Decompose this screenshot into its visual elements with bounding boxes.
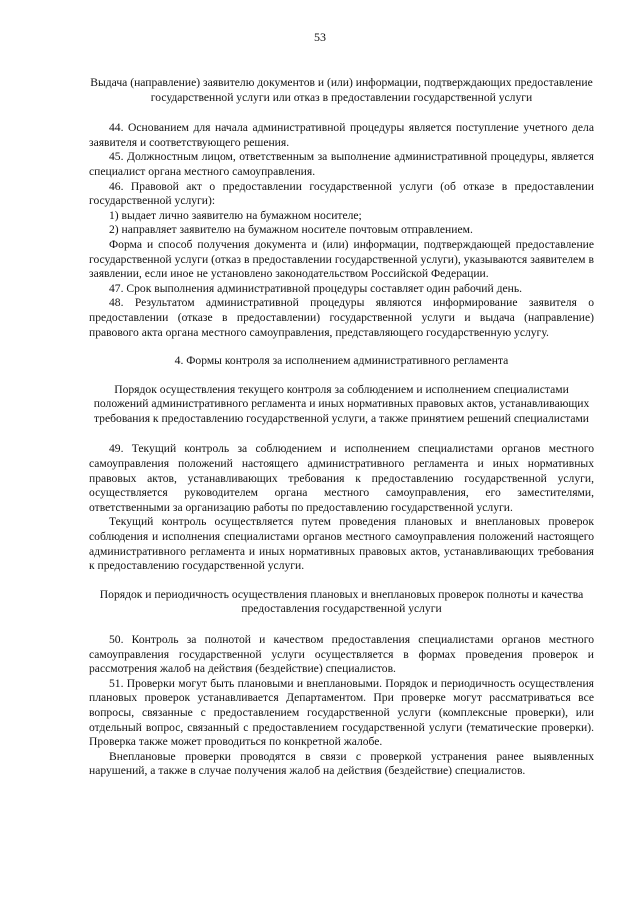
page-number: 53 <box>314 30 326 44</box>
paragraph-current-control: Текущий контроль осуществляется путем проведения плановых и внеплановых проверок соблюдения и исполнения специалистами органов местного самоуправления положений настоящего административного регламента и иных нормативных правовых актов, устанавливающих требования к предоставлению государственной услуги. <box>89 515 594 573</box>
list-item-2: 2) направляет заявителю на бумажном носителе почтовым отправлением. <box>109 223 473 237</box>
paragraph-unscheduled: Внеплановые проверки проводятся в связи с проверкой устранения ранее выявленных нарушений, а также в случае получения жалоб на действия (бездействие) специалистов. <box>89 749 594 778</box>
document-body <box>89 76 594 779</box>
spacer <box>89 426 594 442</box>
heading-issuance: Выдача (направление) заявителю документов и (или) информации, подтверждающих предоставление государственной услуги или отказ в предоставлении государственной услуги <box>90 76 593 104</box>
spacer <box>89 369 594 383</box>
paragraph-50: 50. Контроль за полнотой и качеством предоставления специалистами органов местного самоуправления государственной услуги осуществляется в формах проведения проверок и рассмотрения жалоб на действия (бездействие) специалистов. <box>89 633 594 676</box>
paragraph-48: 48. Результатом административной процедуры являются информирование заявителя о предоставлении (отказе в предоставлении) государственной услуги и выдача (направление) правового акта органа местного самоуправления, представляющего государственную услугу. <box>89 296 594 339</box>
list-item-1: 1) выдает лично заявителю на бумажном носителе; <box>109 208 362 222</box>
paragraph-47: 47. Срок выполнения административной процедуры составляет один рабочий день. <box>109 281 523 295</box>
spacer <box>89 340 594 354</box>
paragraph-49: 49. Текущий контроль за соблюдением и исполнением специалистами органов местного самоуправления положений настоящего административного регламента и иных нормативных правовых актов, устанавливающих требования к предоставлению государственной услуги, осуществляется руководителем органа местного самоуправления, его заместителями, ответственными за организацию работы по предоставлению государственной услуги. <box>89 442 594 514</box>
paragraph-51: 51. Проверки могут быть плановыми и внеплановыми. Порядок и периодичность осуществления плановых проверок устанавливается Департаментом. При проверке могут рассматриваться все вопросы, связанные с предоставлением государственной услуги (комплексные проверки), или отдельный вопрос, связанный с предоставлением государственной услуги (тематические проверки). Проверка также может проводиться по конкретной жалобе. <box>89 676 594 749</box>
paragraph-46: 46. Правовой акт о предоставлении государственной услуги (об отказе в предоставлении государственной услуги): <box>89 179 594 208</box>
heading-inspections: Порядок и периодичность осуществления плановых и внеплановых проверок полноты и качества предоставления государственной услуги <box>99 587 584 616</box>
spacer <box>89 617 594 633</box>
spacer <box>89 574 594 588</box>
spacer <box>89 105 594 121</box>
paragraph-form: Форма и способ получения документа и (или) информации, подтверждающей предоставление государственной услуги (отказ в предоставлении государственной услуги), указываются заявителем в заявлении, если иное не установлено законодательством Российской Федерации. <box>89 237 594 281</box>
section-title-4: 4. Формы контроля за исполнением административного регламента <box>174 354 509 368</box>
heading-current-control: Порядок осуществления текущего контроля за соблюдением и исполнением специалистами положений административного регламента и иных нормативных правовых актов, устанавливающих требования к предоставлению государственной услуги, а также принятием решений специалистами <box>93 382 590 425</box>
paragraph-44: 44. Основанием для начала административной процедуры является поступление учетного дела заявителя и соответствующего решения. <box>89 121 594 149</box>
paragraph-45: 45. Должностным лицом, ответственным за выполнение административной процедуры, является специалист органа местного самоуправления. <box>89 150 594 178</box>
